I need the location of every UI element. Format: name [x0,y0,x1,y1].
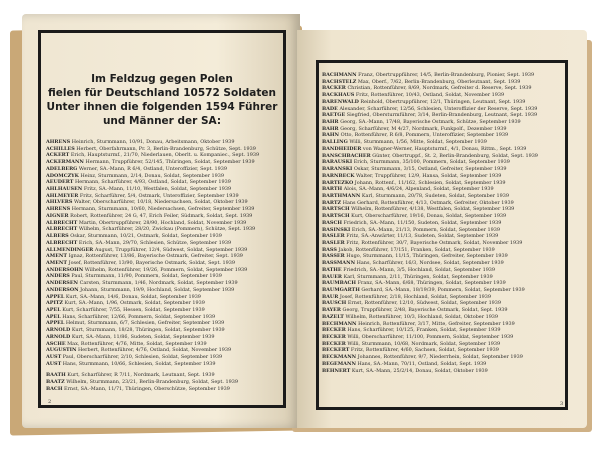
list-item [322,119,558,126]
list-item [322,126,558,133]
list-item [46,347,282,354]
entry-surname: ANDERSOHN [46,266,84,273]
entry-details: August, Truppführer, 12/4, Südwest, Soldat, September 1939 [94,246,248,253]
entry-details: Kurt, SA.-Mann, 14/6, Donau, Soldat, September 1939 [65,293,201,300]
list-item [322,193,558,200]
list-item [46,372,282,379]
entry-surname: BASLER [322,233,345,240]
entry-details: Georg, Truppführer, 2/48, Bayerische Ostmark, Soldat, Sept. 1939 [342,307,508,314]
entry-surname: BÄRENWALD [322,98,359,105]
list-item [322,347,558,354]
list-item [322,327,558,334]
entry-surname: ASCHE [46,340,66,347]
list-item [46,307,282,314]
list-item [322,247,558,254]
list-item [322,294,558,301]
list-item [46,226,282,233]
list-item [46,280,282,287]
entry-surname: BACKHAUS [322,92,355,99]
list-item [322,341,558,348]
list-item [46,267,282,274]
entry-details: Franz, SA.-Mann, 6/68, Thüringen, Soldat, September 1939 [357,280,506,287]
list-item [322,227,558,234]
list-item [46,146,282,153]
entry-surname: BECKER [322,334,346,341]
list-item [46,206,282,213]
entry-details: Herbert, Oberfahrmann, Pr. 3, Berlin-Brandenburg, Schütze, Sept. 1939 [76,145,256,152]
entry-surname: BARANSKI [322,166,353,173]
entry-details: Jakob, Rottenführer, 17/151, Franken, Soldat, September 1939 [338,246,495,253]
entry-details: Georg, Scharführer, M 4/27, Nordmark, Funkpolf., Dezember 1939 [340,125,507,132]
list-item [46,166,282,173]
entry-details: Heinrich, Sturmmann, 10/91, Donau, Arbeitsmann, Oktober 1939 [71,139,235,145]
entry-details: Alois, SA.-Mann, 4/6/24, Alpenland, Soldat, September 1939 [343,186,494,193]
list-item [322,267,558,274]
entry-details: Erich, SA.-Mann, 21/13, Pommern, Soldat, September 1939 [351,226,500,233]
entry-surname: BASCH [322,219,342,226]
list-item [322,166,558,173]
right-page-number: 3 [560,401,564,407]
entry-details: Alexander, Scharführer, 12/56, Schlesien, Unteroffizier der Reserve, Sept. 1939 [339,105,538,112]
entry-details: Hermann, Scharführer, 4/93, Ostland, Soldat, September 1939 [74,179,231,186]
list-item [322,112,558,119]
entry-details: Kurt, SA.-Mann, 1/96, Ostmark, Soldat, September 1939 [64,300,205,307]
entry-surname: BAUMBACH [322,280,357,287]
entry-surname: AUST [46,354,62,360]
entry-details: Hans, Scharführer, 16/3, Nordsee, Soldat, September 1939 [356,260,504,267]
entry-details: Willi, Sturmmann, 1/56, Mitte, Soldat, September 1939 [349,139,487,146]
list-item [322,354,558,361]
entry-details: Willi, Oberscharführer, 11/100, Pommern, Soldat, September 1939 [347,334,514,341]
entry-surname: BAETGE [322,112,346,119]
entry-surname: BECKER [322,327,346,334]
left-casualty-list [46,139,282,393]
list-item [322,92,558,99]
list-item [46,294,282,301]
entry-surname: BÄCKER [322,85,346,92]
entry-surname: AHRENS [46,139,71,145]
entry-surname: BAUER [322,273,342,280]
entry-details: Wilhelm, Sturmmann, 23/21, Berlin-Brandenburg, Soldat, Sept. 1939 [66,379,238,386]
left-page-number: 2 [48,399,52,405]
heading-line-4: und Männer der SA: [102,115,222,127]
entry-details: Siegfried, Obersturmführer, 3/14, Berlin-Brandenburg, Leutnant, Sept. 1939 [346,112,538,119]
entry-surname: ANDERSON [46,286,79,293]
entry-details: Hans Gerhard, Rottenführer, 4/13, Ostmark, Gefreiter, Oktober 1939 [342,199,514,206]
entry-surname: BACHMANN [322,72,357,78]
list-item [322,206,558,213]
entry-surname: BAHR [322,125,339,132]
entry-surname: AIGNER [46,212,69,219]
entry-surname: APPEL [46,320,65,327]
list-item [46,213,282,220]
entry-details: Kurt, Oberscharführer, 19/16, Donau, Soldat, September 1939 [351,213,507,220]
entry-details: Reinhold, Obertruppführer, 12/1, Thüringen, Leutnant, Sept. 1939 [360,98,526,105]
entry-details: Hermann, Sturmmann, 10/60, Niedersachsen, Gefreiter, September 1939 [71,206,255,213]
entry-details: Kurt, Sturmmann, 18/28, Thüringen, Soldat, September 1939 [71,327,225,334]
entry-details: Hans, Sturmmann, 10/66, Schlesien, Soldat, September 1939 [62,360,216,367]
entry-surname: ANDERSEN [46,280,79,287]
entry-details: Paul, Oberscharführer, 2/10, Schlesien, Soldat, September 1939 [62,354,223,360]
entry-surname: ADOMCZYK [46,172,79,179]
entry-surname: ANDERS [46,273,70,280]
entry-details: Paul, Sturmmann, 11/90, Pommern, Soldat, September 1939 [71,273,222,280]
entry-details: Hermann, Truppführer, 52/145, Thüringen, Soldat, September 1939 [85,159,255,166]
entry-details: Fritz, Rottenführer, 30/7, Bayerische Ostmark, Soldat, November 1939 [346,239,523,246]
list-item [322,300,558,307]
list-item [322,180,558,187]
entry-details: Heinz, Sturmmann, 2/14, Donau, Soldat, September 1939 [80,172,224,179]
list-item [46,199,282,206]
entry-details: Kurt, Scharführer, 7/55, Hessen, Soldat, September 1939 [62,306,205,313]
list-item [46,327,282,334]
entry-details: Josef, Rottenführer, 13/90, Bayerische Ostmark, Soldat, Sept. 1939 [68,259,235,266]
list-item [322,253,558,260]
entry-surname: AHLVERS [46,199,73,206]
entry-details: Wilhelm, Scharführer, 28/20, Zwickau (Pommern), Schütze, Sept. 1939 [78,226,256,233]
list-item [46,152,282,159]
list-item [46,179,282,186]
entry-surname: BEHNERT [322,367,351,374]
list-item [322,361,558,368]
entry-details: Herbert, Rottenführer, 4/76, Ostland, Soldat, November 1939 [78,347,232,354]
entry-surname: BAATZ [46,379,65,386]
list-item [46,386,282,393]
list-item [322,146,558,153]
entry-details: Helmut, Sturmmann, 6/7, Schlesien, Gefreiter, September 1939 [65,320,225,327]
list-item [322,274,558,281]
list-item [322,307,558,314]
entry-surname: APITZ [46,300,63,307]
entry-surname: BECKERT [322,347,350,354]
entry-surname: BAYER [322,307,341,314]
entry-surname: BACHSTELZ [322,78,357,85]
list-item [46,379,282,386]
entry-surname: BECKER [322,340,346,347]
entry-details: Josef, Rottenführer, 2/18, Hochland, Soldat, September 1939 [339,293,492,300]
entry-details: Erich, SA.-Mann, 29/70, Schlesien, Schütze, September 1939 [78,239,232,246]
entry-details: Hugo, Sturmmann, 11/15, Thüringen, Gefreiter, September 1939 [346,253,508,260]
entry-details: Martin, Obertruppführer, 28/90, Hochland, Soldat, November 1939 [78,219,247,226]
list-item [46,233,282,240]
entry-surname: BAUR [322,293,339,300]
list-item [46,139,282,146]
entry-surname: BARTHMANN [322,192,361,199]
list-item [322,153,558,160]
entry-surname: BASSER [322,253,345,260]
entry-details: Johann, Sturmmann, 19/9, Hochland, Soldat, September 1939 [80,286,235,293]
list-item [322,173,558,180]
list-item [322,233,558,240]
entry-details: Christian, Rottenführer, 8/69, Nordmark, Gefreiter d. Reserve, Sept. 1939 [347,85,532,92]
entry-surname: ADELBERG [46,165,78,172]
list-item [46,240,282,247]
list-item [46,300,282,307]
list-item [322,321,558,328]
list-item [46,320,282,327]
list-item [46,314,282,321]
entry-surname: AHLMEYER [46,192,79,199]
entry-details: Walter, Oberscharführer, 10/18, Niedersachsen, Soldat, Oktober 1939 [73,199,248,206]
entry-details: Max, Rottenführer, 4/76, Mitte, Soldat, September 1939 [67,340,207,347]
list-item [46,354,282,361]
list-item [322,72,558,79]
entry-surname: BATHE [322,266,342,273]
list-item [322,186,558,193]
entry-details: Werner, SA.-Mann, R 6/4, Ostland, Unteroffizier, Sept. 1939 [78,165,227,172]
entry-surname: BASS [322,246,337,253]
entry-surname: BARTEZKO [322,179,354,186]
entry-surname: AHRENS [46,206,71,213]
entry-details: Wilhelm, Rottenführer, 10/3, Hochland, Soldat, Oktober 1939 [345,313,499,320]
entry-surname: BARTH [322,186,343,193]
entry-details: Walter, Truppführer, 12/9, Hansa, Soldat, September 1939 [356,172,502,179]
entry-details: Hans, SA.-Mann, 70/11, Ostland, Soldat, Sept. 1939 [357,360,487,367]
entry-surname: BAHN [322,132,340,139]
entry-surname: AEUDERT [46,179,74,186]
entry-surname: BARTZ [322,199,342,206]
entry-surname: ALBRECHT [46,239,78,246]
list-item [322,240,558,247]
list-item [322,132,558,139]
entry-surname: BECHMANN [322,320,357,327]
entry-surname: BARTSCH [322,206,350,213]
list-item [322,213,558,220]
heading-line-3: Unter ihnen die folgenden 1594 Führer [46,101,278,113]
entry-surname: AUGUSTIN [46,347,77,354]
entry-surname: ARNOLD [46,327,71,334]
entry-surname: AMENT [46,259,68,266]
list-item [46,253,282,260]
entry-surname: ACHILLES [46,145,75,152]
entry-details: Oskar, Sturmmann, 10/21, Ostmark, Soldat, September 1939 [70,233,222,240]
entry-surname: APEL [46,313,61,320]
entry-surname: BANSCHBACHER [322,152,371,159]
list-item [46,173,282,180]
entry-surname: BARNBECK [322,172,355,179]
entry-details: Willi, Sturmmann, 10/68, Nordmark, Soldat, September 1939 [347,340,501,347]
entry-surname: AUST [46,360,62,367]
entry-details: Ignaz, Rottenführer, 13/86, Bayerische Ostmark, Gefreiter, Sept. 1939 [68,253,243,260]
list-item [322,260,558,267]
list-item [46,193,282,200]
list-item [46,334,282,341]
entry-surname: AHLHAUSEN [46,186,83,193]
entry-surname: AMENT [46,253,68,260]
list-item [322,314,558,321]
entry-details: Franz, Obertruppführer, 14/5, Berlin-Brandenburg, Pionier, Sept. 1939 [358,72,535,78]
list-item [322,159,558,166]
list-item [322,280,558,287]
entry-details: Wilhelm, Rottenführer, 19/26, Pommern, Soldat, September 1939 [84,266,248,273]
entry-surname: BASSMANN [322,260,356,267]
entry-surname: ARNOLD [46,333,71,340]
entry-details: Karl, Sturmmann, 20/78, Sudeten, Soldat, September 1939 [361,192,509,199]
entry-details: Fritz, SA.-Mann, 11/10, Westfalen, Soldat, September 1939 [83,186,232,193]
entry-details: Hans, Scharführer, 12/66, Pommern, Soldat, September 1939 [62,313,216,320]
entry-details: Wilhelm, Rottenführer, 4/138, Westfalen, Soldat, September 1939 [351,206,515,213]
list-item [46,159,282,166]
entry-surname: BASINSKI [322,226,351,233]
entry-details: Erich, Sturmmann, 35/100, Pommern, Soldat, September 1939 [353,159,510,166]
entry-surname: ALLMENDINGER [46,246,94,253]
entry-surname: BASLER [322,239,345,246]
entry-surname: ALBERS [46,233,69,240]
entry-surname: BARAUSKI [322,159,353,166]
entry-details: Carsten, Sturmmann, 1/46, Nordmark, Soldat, September 1939 [79,280,238,287]
entry-details: Otto, Rottenführer, R 6/8, Pommern, Unteroffizier, September 1939 [340,132,509,139]
entry-surname: BEGEMANN [322,360,356,367]
entry-details: von Wagner-Werner, Hauptsturmf., 4/1, Donau, Rittm., Sept. 1939 [362,145,527,152]
entry-details: Max, Oberf., 7/62, Berlin-Brandenburg, Oberleutnant, Sept. 1939 [357,78,521,85]
list-item [322,106,558,113]
entry-details: Robert, Rottenführer, 24 G, 47, Erich Feiler, Südmark, Soldat, Sept. 1939 [70,212,253,219]
list-item [322,99,558,106]
entry-details: Gerhard, SA.-Mann, 18/19/39, Pommern, Soldat, September 1939 [361,287,525,293]
list-item [322,287,558,294]
list-item [322,200,558,207]
entry-details: Friedrich, SA.-Mann, 3/5, Hochland, Soldat, September 1939 [343,266,496,273]
entry-surname: BARTSCH [322,213,350,220]
entry-surname: BAHR [322,119,339,126]
entry-surname: BECKMANN [322,354,357,361]
right-casualty-list [322,72,558,374]
entry-surname: BALLING [322,139,348,146]
entry-details: Johann, Rottenf., 11/162, Schlesien, Soldat, September 1939 [354,179,506,186]
page-heading [40,72,284,128]
entry-details: Ernst, Rottenführer, 12/10, Südwest, Soldat, September 1939 [347,300,502,307]
entry-surname: BAUMGARTH [322,287,360,293]
list-item [46,220,282,227]
list-item [322,368,558,375]
heading-line-2: fielen für Deutschland 10572 Soldaten [47,87,277,99]
list-item [46,287,282,294]
entry-details: Fritz, Rottenführer, 10/43, Ostland, Soldat, November 1939 [355,92,505,99]
entry-details: Heinrich, Rottenführer, 3/17, Mitte, Gefreiter, September 1939 [358,320,515,327]
entry-details: Günter, Obertruppf., St. 2, Berlin-Brandenburg, Soldat, Sept. 1939 [372,152,538,159]
entry-details: Erich, Hauptsturmf., 21/70, Niederlauen, Oberlt. u. Kompaniec., Sept. 1939 [70,152,260,159]
list-item [322,85,558,92]
entry-surname: ALBRECHT [46,219,78,226]
entry-details: Hans, Scharführer, 10/125, Franken, Soldat, September 1939 [347,327,501,334]
entry-surname: APEL [46,306,61,313]
heading-line-1: Im Feldzug gegen Polen [91,73,233,85]
entry-details: Oskar, Sturmmann, 3/15, Ostland, Gefreiter, September 1939 [353,166,507,173]
entry-surname: BACH [46,385,63,392]
list-item [46,273,282,280]
entry-details: Friedrich, SA.-Mann, 11/150, Sudeten, Soldat, September 1939 [343,219,502,226]
entry-details: Karl, Sturmmann, 2/11, Thüringen, Soldat, September 1939 [343,273,493,280]
list-item [46,341,282,348]
list-item [46,247,282,254]
list-item [46,260,282,267]
entry-surname: BAATH [46,372,66,379]
entry-surname: ACKERMANN [46,159,84,166]
list-item [322,334,558,341]
list-item [46,361,282,368]
entry-surname: BAUSCH [322,300,347,307]
entry-details: Kurt, SA.-Mann, 11/86, Sudeten, Soldat, September 1939 [71,333,215,340]
entry-details: Fritz, SA.-Anwärter, 11/13, Sudeten, Soldat, September 1939 [346,233,499,240]
list-item [322,220,558,227]
entry-details: Johannes, Rottenführer, 9/7, Niederrhein, Soldat, September 1939 [357,354,523,361]
list-item [322,79,558,86]
entry-surname: ALBRECHT [46,226,78,233]
entry-details: Kurt, Scharführer, R 7/11, Nordmark, Leutnant, Sept. 1939 [67,372,215,379]
entry-surname: BAZELT [322,313,344,320]
entry-details: Georg, SA.-Mann, 17/48, Bayerische Ostmark, Schütze, September 1939 [340,119,521,126]
entry-surname: BADE [322,105,338,112]
list-item [322,139,558,146]
entry-details: Fritz, Scharführer, 5/4, Ostmark, Unteroffizier, September 1939 [79,192,239,199]
entry-details: Kurt, SA.-Mann, 25/2/14, Donau, Soldat, Oktober 1939 [351,367,488,374]
entry-details: Ernst, SA.-Mann, 11/71, Thüringen, Oberschütze, September 1939 [64,385,230,392]
entry-surname: ACKERT [46,152,70,159]
entry-surname: APPEL [46,293,65,300]
entry-details: Fritz, Rottenführer, 4/60, Sachsen, Soldat, September 1939 [350,347,499,354]
entry-surname: BANDHEIDER [322,145,362,152]
list-item [46,186,282,193]
